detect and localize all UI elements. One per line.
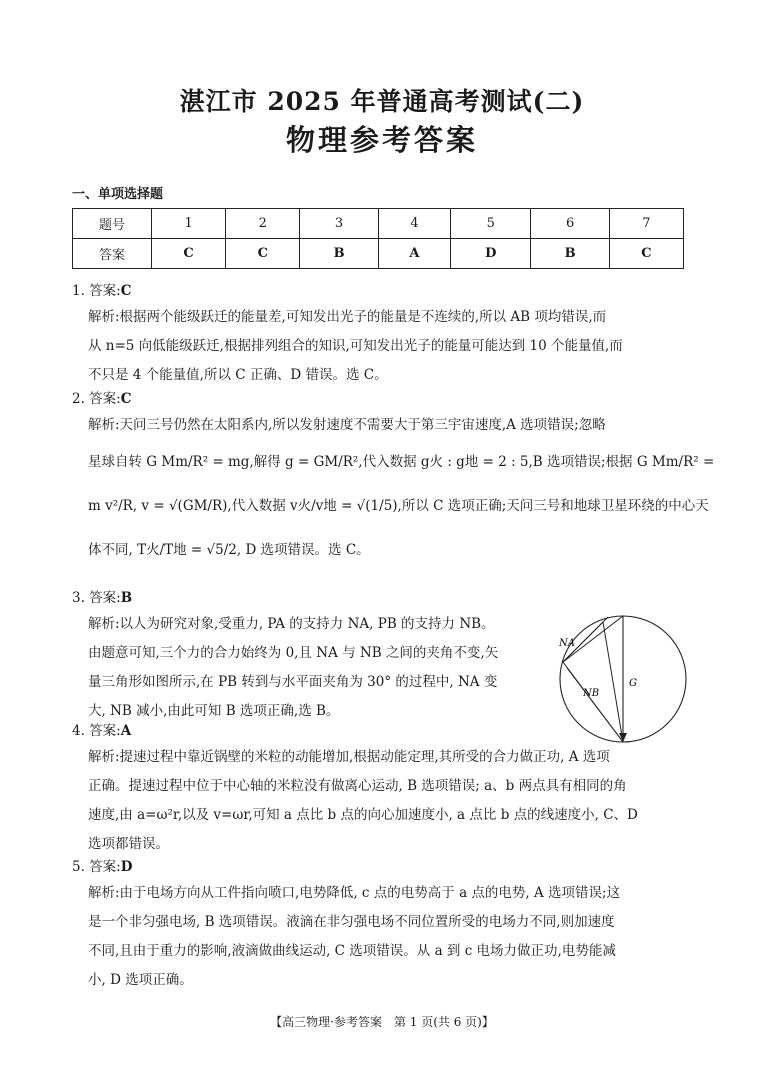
explanation-line: 速度,由 a=ω²r,以及 v=ωr,可知 a 点比 b 点的向心加速度小, a 点比 b 点的线速度小, C、D bbox=[88, 807, 638, 823]
explanation-line: 大, NB 减小,由此可知 B 选项正确,选 B。 bbox=[88, 703, 340, 719]
explanation-line: 解析:根据两个能级跃迁的能量差,可知发出光子的能量是不连续的,所以 AB 项均错误,而 bbox=[88, 309, 607, 325]
question-3-explanation bbox=[88, 610, 558, 726]
question-2-answer bbox=[72, 385, 131, 414]
table-header-answer: 答案 bbox=[73, 239, 152, 269]
question-label: 3. 答案: bbox=[72, 590, 121, 606]
answer-table bbox=[72, 208, 684, 269]
question-answer: A bbox=[120, 723, 132, 739]
diagram-line bbox=[603, 622, 623, 742]
explanation-line: 解析:提速过程中靠近锅壁的米粒的动能增加,根据动能定理,其所受的合力做正功, A 选项 bbox=[88, 749, 610, 765]
explanation-line: 不只是 4 个能量值,所以 C 正确、D 错误。选 C。 bbox=[88, 367, 388, 383]
question-4-answer bbox=[72, 717, 131, 746]
table-cell: 7 bbox=[609, 209, 683, 239]
explanation-line: 选项都错误。 bbox=[88, 836, 169, 852]
question-2-explanation bbox=[88, 411, 715, 572]
question-answer: C bbox=[120, 283, 132, 299]
table-cell: C bbox=[609, 239, 683, 269]
explanation-line: 正确。提速过程中位于中心轴的米粒没有做离心运动, B 选项错误; a、b 两点具有相同的角 bbox=[88, 778, 627, 794]
question-5-answer bbox=[72, 853, 132, 882]
explanation-line: 从 n=5 向低能级跃迁,根据排列组合的知识,可知发出光子的能量可能达到 10 个能量值,而 bbox=[88, 338, 623, 354]
table-cell: 4 bbox=[378, 209, 450, 239]
question-label: 4. 答案: bbox=[72, 723, 121, 739]
question-answer: C bbox=[120, 391, 132, 407]
table-cell: 2 bbox=[226, 209, 300, 239]
table-cell: C bbox=[152, 239, 226, 269]
question-1-explanation bbox=[88, 303, 686, 390]
table-cell: C bbox=[226, 239, 300, 269]
explanation-line: m v²/R, v = √(GM/R),代入数据 v火/v地 = √(1/5),所以 C 选项正确;天问三号和地球卫星环绕的中心天 bbox=[88, 498, 709, 514]
table-row-numbers bbox=[73, 209, 684, 239]
explanation-line: 由题意可知,三个力的合力始终为 0,且 NA 与 NB 之间的夹角不变,矢 bbox=[88, 645, 499, 661]
question-4-explanation bbox=[88, 743, 686, 859]
table-cell: B bbox=[531, 239, 609, 269]
question-5-explanation bbox=[88, 879, 686, 995]
exam-title: 湛江市 2025 年普通高考测试(二) bbox=[179, 87, 585, 116]
table-header-number: 题号 bbox=[73, 209, 152, 239]
question-1-answer bbox=[72, 277, 131, 306]
explanation-line: 是一个非匀强电场, B 选项错误。液滴在非匀强电场不同位置所受的电场力不同,则加速度 bbox=[88, 914, 615, 930]
explanation-line: 不同,且由于重力的影响,液滴做曲线运动, C 选项错误。从 a 到 c 电场力做正功,电势能减 bbox=[88, 943, 616, 959]
question-label: 2. 答案: bbox=[72, 391, 121, 407]
table-cell: 6 bbox=[531, 209, 609, 239]
diagram-label-na: NA bbox=[559, 638, 575, 649]
diagram-label-g: G bbox=[629, 678, 637, 689]
table-row-answers bbox=[73, 239, 684, 269]
table-cell: 1 bbox=[152, 209, 226, 239]
table-cell: 3 bbox=[300, 209, 378, 239]
explanation-line: 量三角形如图所示,在 PB 转到与水平面夹角为 30° 的过程中, NA 变 bbox=[88, 674, 498, 690]
question-label: 1. 答案: bbox=[72, 283, 121, 299]
explanation-line: 体不同, T火/T地 = √5/2, D 选项错误。选 C。 bbox=[88, 542, 370, 558]
table-cell: B bbox=[300, 239, 378, 269]
explanation-line: 星球自转 G Mm/R² = mg,解得 g = GM/R²,代入数据 g火 : g地 = 2 : 5,B 选项错误;根据 G Mm/R² = bbox=[88, 454, 715, 470]
explanation-line: 解析:由于电场方向从工件指向喷口,电势降低, c 点的电势高于 a 点的电势, A 选项错误;这 bbox=[88, 885, 621, 901]
force-triangle-diagram bbox=[553, 612, 688, 747]
table-cell: 5 bbox=[451, 209, 531, 239]
diagram-label-nb: NB bbox=[583, 688, 600, 699]
table-cell: A bbox=[378, 239, 450, 269]
diagram-line bbox=[567, 668, 623, 742]
question-answer: B bbox=[120, 590, 133, 606]
explanation-line: 解析:以人为研究对象,受重力, PA 的支持力 NA, PB 的支持力 NB。 bbox=[88, 616, 495, 632]
explanation-line: 小, D 选项正确。 bbox=[88, 972, 193, 988]
explanation-line: 解析:天问三号仍然在太阳系内,所以发射速度不需要大于第三宇宙速度,A 选项错误;忽略 bbox=[88, 417, 606, 433]
page-footer: 【高三物理·参考答案 第 1 页(共 6 页)】 bbox=[270, 1015, 494, 1029]
question-label: 5. 答案: bbox=[72, 859, 121, 875]
question-3-answer bbox=[72, 584, 132, 613]
question-answer: D bbox=[120, 859, 133, 875]
answer-title: 物理参考答案 bbox=[285, 123, 478, 157]
section-heading: 一、单项选择题 bbox=[72, 187, 164, 202]
table-cell: D bbox=[451, 239, 531, 269]
